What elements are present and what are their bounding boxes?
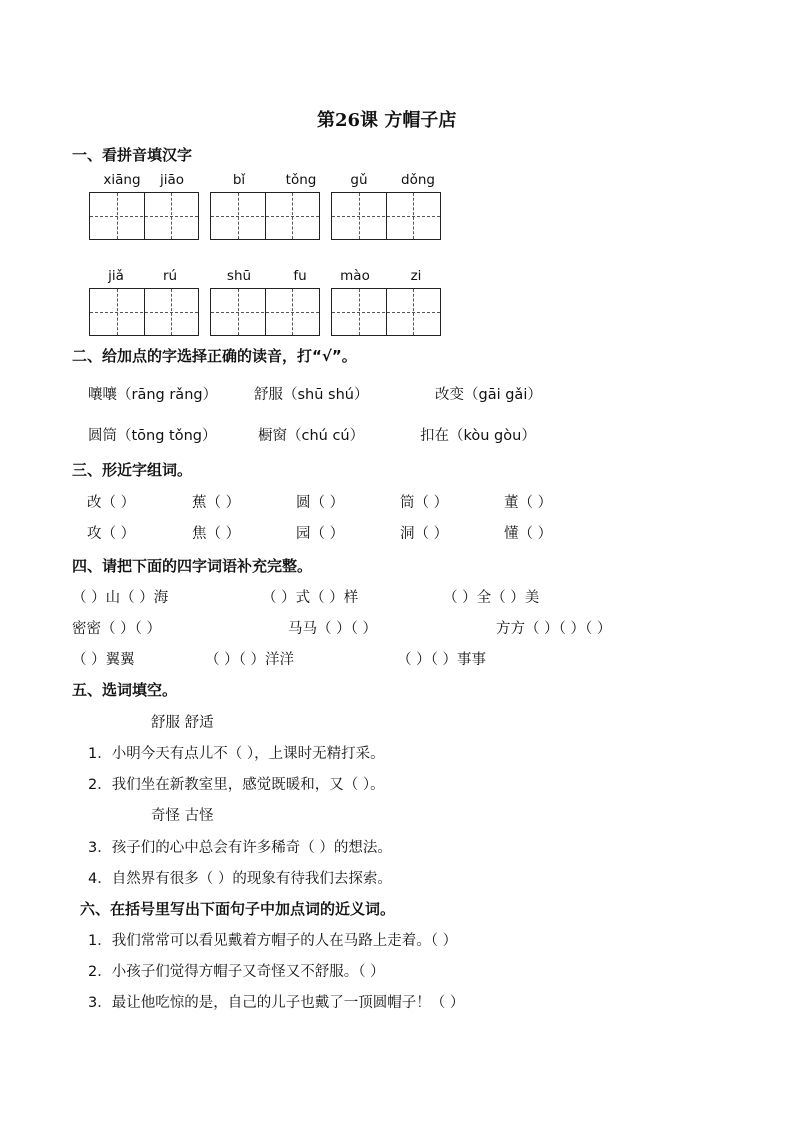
idiom-item[interactable]: （ ）全（ ）美 (443, 590, 540, 606)
idiom-item[interactable]: （ ）（ ）洋洋 (205, 652, 294, 668)
section-5-heading: 五、选词填空。 (72, 681, 178, 699)
pinyin-label: jiāo (159, 172, 185, 188)
idiom-item[interactable]: （ ）（ ）事事 (397, 652, 486, 668)
fill-question[interactable]: 2．我们坐在新教室里，感觉既暖和，又（ ）。 (88, 777, 385, 793)
pinyin-label: bǐ (232, 172, 246, 188)
page-title: 第26课 方帽子店 (317, 110, 457, 131)
word-group-item[interactable]: 董（ ） (504, 495, 553, 511)
writing-grid[interactable] (210, 192, 320, 240)
idiom-item[interactable]: 马马（ ）（ ） (288, 621, 377, 637)
reading-choice[interactable]: 改变（gāi gǎi） (435, 387, 542, 403)
section-3-heading: 三、形近字组词。 (72, 461, 193, 479)
pinyin-label: xiāng (103, 172, 141, 188)
synonym-question[interactable]: 1．我们常常可以看见戴着方帽子的人在马路上走着。（ ） (88, 933, 458, 949)
word-group-item[interactable]: 圆（ ） (296, 495, 345, 511)
fill-question[interactable]: 4．自然界有很多（ ）的现象有待我们去探索。 (88, 871, 392, 887)
writing-grid[interactable] (89, 288, 199, 336)
fill-question[interactable]: 1．小明今天有点儿不（ ），上课时无精打采。 (88, 746, 385, 762)
idiom-item[interactable]: 方方（ ）（ ）（ ） (496, 621, 612, 637)
idiom-item[interactable]: （ ）式（ ）样 (262, 590, 359, 606)
word-group-item[interactable]: 蕉（ ） (192, 495, 241, 511)
section-4-heading: 四、请把下面的四字词语补充完整。 (72, 557, 313, 575)
pinyin-label: dǒng (401, 172, 435, 188)
writing-grid[interactable] (331, 288, 441, 336)
writing-grid[interactable] (89, 192, 199, 240)
idiom-item[interactable]: （ ）山（ ）海 (72, 590, 169, 606)
synonym-question[interactable]: 2．小孩子们觉得方帽子又奇怪又不舒服。（ ） (88, 964, 385, 980)
reading-choice[interactable]: 橱窗（chú cú） (258, 428, 365, 444)
section-2-heading: 二、给加点的字选择正确的读音，打“√”。 (72, 347, 357, 365)
reading-choice[interactable]: 圆筒（tōng tǒng） (88, 428, 217, 444)
word-choices: 舒服 舒适 (151, 715, 214, 731)
word-group-item[interactable]: 园（ ） (296, 526, 345, 542)
pinyin-label: mào (340, 268, 370, 284)
pinyin-label: zi (410, 268, 422, 284)
word-group-item[interactable]: 改（ ） (87, 495, 136, 511)
writing-grid[interactable] (331, 192, 441, 240)
word-choices: 奇怪 古怪 (151, 808, 214, 824)
synonym-question[interactable]: 3．最让他吃惊的是，自己的儿子也戴了一顶圆帽子！（ ） (88, 995, 465, 1011)
pinyin-label: gǔ (350, 172, 368, 188)
fill-question[interactable]: 3．孩子们的心中总会有许多稀奇（ ）的想法。 (88, 840, 392, 856)
word-group-item[interactable]: 焦（ ） (192, 526, 241, 542)
word-group-item[interactable]: 筒（ ） (400, 495, 449, 511)
writing-grid[interactable] (210, 288, 320, 336)
word-group-item[interactable]: 懂（ ） (504, 526, 553, 542)
pinyin-label: shū (226, 268, 252, 284)
reading-choice[interactable]: 扣在（kòu gòu） (420, 428, 536, 444)
idiom-item[interactable]: 密密（ ）（ ） (72, 621, 161, 637)
reading-choice[interactable]: 舒服（shū shú） (254, 387, 369, 403)
pinyin-label: fu (293, 268, 307, 284)
section-6-heading: 六、在括号里写出下面句子中加点词的近义词。 (80, 900, 396, 918)
pinyin-label: tǒng (285, 172, 317, 188)
section-1-heading: 一、看拼音填汉字 (72, 146, 193, 164)
word-group-item[interactable]: 洞（ ） (400, 526, 449, 542)
pinyin-label: rú (162, 268, 178, 284)
reading-choice[interactable]: 嚷嚷（rāng rǎng） (88, 387, 218, 403)
word-group-item[interactable]: 攻（ ） (87, 526, 136, 542)
pinyin-label: jiǎ (108, 268, 124, 284)
idiom-item[interactable]: （ ）翼翼 (72, 652, 135, 668)
